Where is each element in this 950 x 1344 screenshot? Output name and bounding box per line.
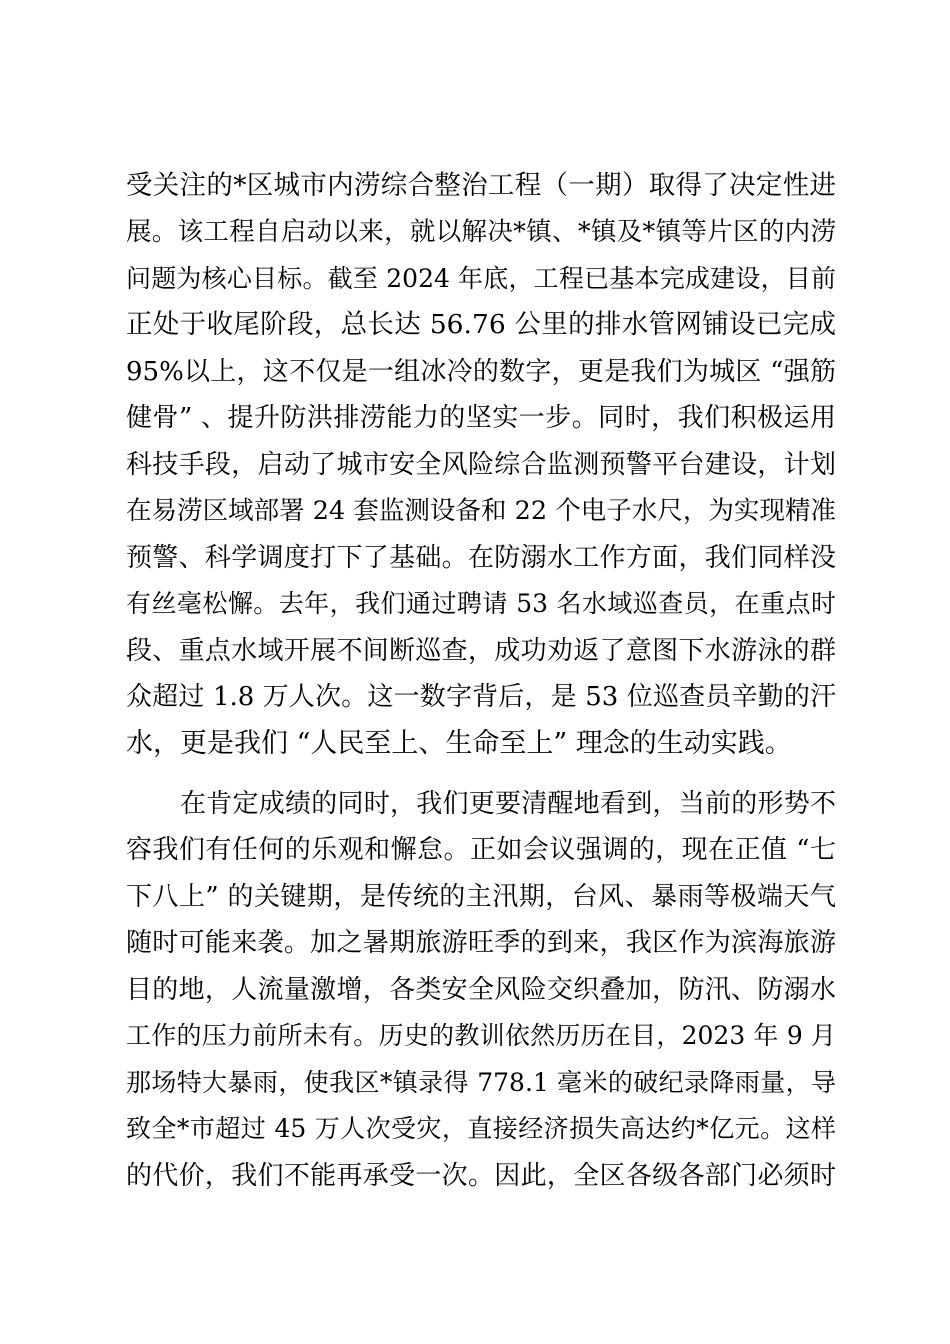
- text-line: 受关注的*区城市内涝综合整治工程（一期）取得了决定性进: [126, 170, 836, 201]
- text-line: 展。该工程自启动以来，就以解决*镇、*镇及*镇等片区的内涝: [126, 217, 836, 247]
- text-line: 有丝毫松懈。去年，我们通过聘请 53 名水域巡查员，在重点时: [126, 589, 836, 618]
- text-line: 预警、科学调度打下了基础。在防溺水工作方面，我们同样没: [126, 543, 836, 573]
- text-line: 95%以上，这不仅是一组冰冷的数字，更是我们为城区 “强筋: [126, 357, 836, 387]
- text-line: 问题为核心目标。截至 2024 年底，工程已基本完成建设，目前: [126, 264, 836, 293]
- text-line: 随时可能来袭。加之暑期旅游旺季的到来，我区作为滨海旅游: [126, 928, 836, 958]
- text-line: 在肯定成绩的同时，我们更要清醒地看到，当前的形势不: [180, 789, 836, 819]
- text-line: 在易涝区域部署 24 套监测设备和 22 个电子水尺，为实现精准: [126, 496, 836, 526]
- text-line: 那场特大暴雨，使我区*镇录得 778.1 毫米的破纪录降雨量，导: [126, 1068, 836, 1097]
- text-line: 健骨” 、提升防洪排涝能力的坚实一步。同时，我们积极运用: [126, 403, 836, 433]
- text-line: 段、重点水域开展不间断巡查，成功劝返了意图下水游泳的群: [126, 636, 836, 666]
- text-line: 容我们有任何的乐观和懈怠。正如会议强调的，现在正值 “七: [126, 835, 836, 865]
- text-line: 科技手段，启动了城市安全风险综合监测预警平台建设，计划: [126, 450, 836, 480]
- text-line: 水，更是我们 “人民至上、生命至上” 理念的生动实践。: [126, 728, 792, 759]
- text-line: 致全*市超过 45 万人次受灾，直接经济损失高达约*亿元。这样: [126, 1114, 836, 1143]
- text-line: 下八上” 的关键期，是传统的主汛期，台风、暴雨等极端天气: [126, 882, 836, 912]
- text-line: 的代价，我们不能再承受一次。因此，全区各级各部门必须时: [126, 1161, 836, 1191]
- text-line: 正处于收尾阶段，总长达 56.76 公里的排水管网铺设已完成: [126, 309, 836, 340]
- text-line: 众超过 1.8 万人次。这一数字背后，是 53 位巡查员辛勤的汗: [126, 682, 836, 712]
- text-line: 工作的压力前所未有。历史的教训依然历历在目，2023 年 9 月: [126, 1021, 836, 1050]
- text-line: 目的地，人流量激增，各类安全风险交织叠加，防汛、防溺水: [126, 975, 836, 1005]
